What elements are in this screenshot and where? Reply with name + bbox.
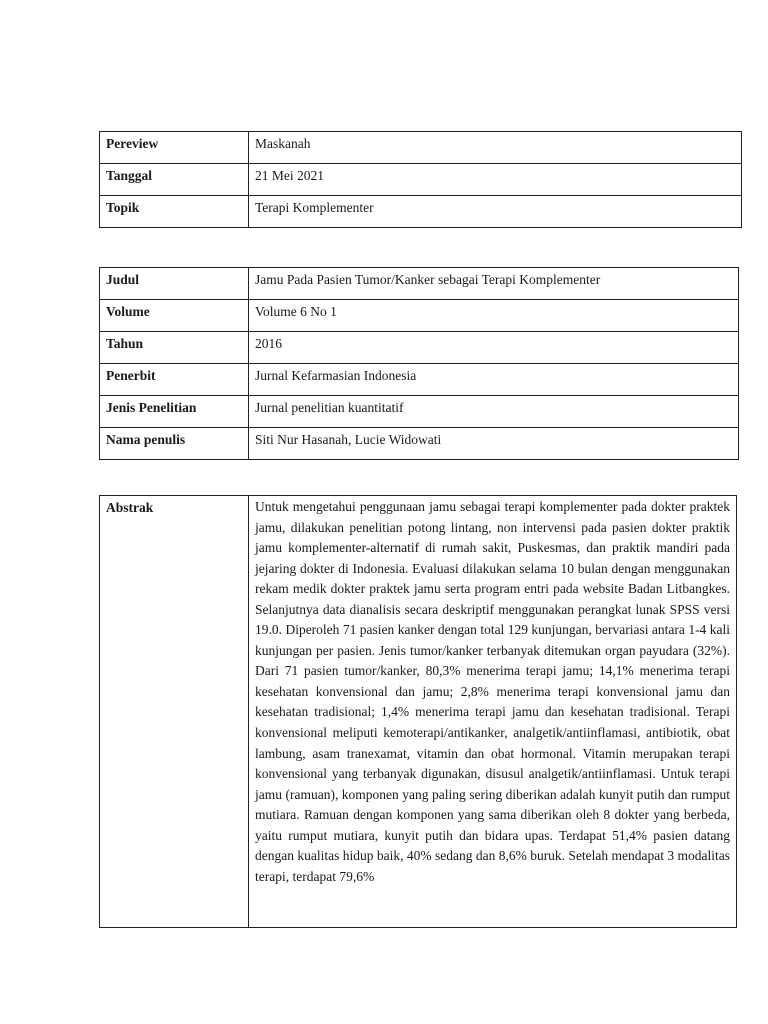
- date-value: 21 Mei 2021: [249, 164, 742, 196]
- table-row: [100, 396, 739, 428]
- title-value: Jamu Pada Pasien Tumor/Kanker sebagai Terapi Komplementer: [249, 268, 739, 300]
- topic-label: Topik: [100, 196, 249, 228]
- title-label: Judul: [100, 268, 249, 300]
- publisher-label: Penerbit: [100, 364, 249, 396]
- table-row: [100, 132, 742, 164]
- abstract-cell: [249, 496, 737, 928]
- review-info-table: [99, 131, 742, 228]
- table-row: [100, 428, 739, 460]
- table-row: [100, 300, 739, 332]
- reviewer-value: Maskanah: [249, 132, 742, 164]
- year-value: 2016: [249, 332, 739, 364]
- table-row: [100, 496, 737, 928]
- table-row: [100, 332, 739, 364]
- volume-label: Volume: [100, 300, 249, 332]
- volume-value: Volume 6 No 1: [249, 300, 739, 332]
- table-row: [100, 364, 739, 396]
- topic-value: Terapi Komplementer: [249, 196, 742, 228]
- publisher-value: Jurnal Kefarmasian Indonesia: [249, 364, 739, 396]
- reviewer-label: Pereview: [100, 132, 249, 164]
- abstract-table: [99, 495, 737, 928]
- authors-value: Siti Nur Hasanah, Lucie Widowati: [249, 428, 739, 460]
- article-info-table: [99, 267, 739, 460]
- abstract-label: Abstrak: [100, 496, 249, 928]
- year-label: Tahun: [100, 332, 249, 364]
- authors-label: Nama penulis: [100, 428, 249, 460]
- table-row: [100, 196, 742, 228]
- table-row: [100, 268, 739, 300]
- date-label: Tanggal: [100, 164, 249, 196]
- abstract-text: Untuk mengetahui penggunaan jamu sebagai terapi komplementer pada dokter praktek jamu, dilakukan penelitian potong lintang, non intervensi pada pasien dokter praktik jamu komplementer-alternatif di rumah sakit, Puskesmas, dan praktik mandiri pada jejaring dokter di Indonesia. Evaluasi dilakukan selama 10 bulan dengan menggunakan rekam medik dokter praktek jamu serta program entri pada website Badan Litbangkes. Selanjutnya data dianalisis secara deskriptif menggunakan perangkat lunak SPSS versi 19.0. Diperoleh 71 pasien kanker dengan total 129 kunjungan, bervariasi antara 1-4 kali kunjungan per pasien. Jenis tumor/kanker terbanyak ditemukan organ payudara (32%). Dari 71 pasien tumor/kanker, 80,3% menerima terapi jamu; 14,1% menerima terapi kesehatan konvensional dan jamu; 2,8% menerima terapi konvensional jamu dan kesehatan tradisional; 1,4% menerima terapi jamu dan kesehatan tradisional. Terapi konvensional meliputi kemoterapi/antikanker, analgetik/antiinflamasi, antibiotik, obat lambung, asam tranexamat, vitamin dan obat hormonal. Vitamin merupakan terapi konvensional yang terbanyak digunakan, disusul analgetik/antiinflamasi. Untuk terapi jamu (ramuan), komponen yang paling sering diberikan adalah kunyit putih dan rumput mutiara. Ramuan dengan komponen yang sama diberikan oleh 8 dokter yang berbeda, yaitu rumput mutiara, kunyit putih dan bidara upas. Terdapat 51,4% pasien datang dengan kualitas hidup baik, 40% sedang dan 8,6% buruk. Setelah mendapat 3 modalitas terapi, terdapat 79,6%: [255, 499, 731, 884]
- table-row: [100, 164, 742, 196]
- research-type-value: Jurnal penelitian kuantitatif: [249, 396, 739, 428]
- research-type-label: Jenis Penelitian: [100, 396, 249, 428]
